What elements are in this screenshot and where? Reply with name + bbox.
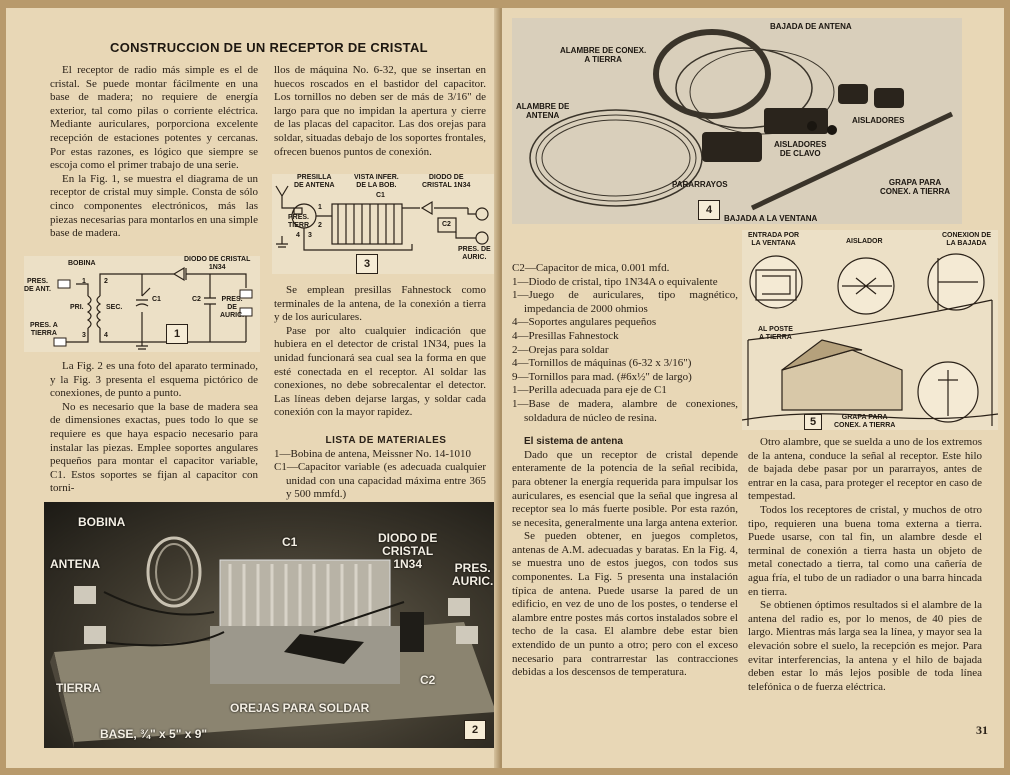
antenna-heading: El sistema de antena bbox=[524, 436, 623, 448]
label-pres-auric: PRES. DE AURIC. bbox=[220, 296, 245, 319]
left-page bbox=[6, 8, 501, 768]
materials-list bbox=[274, 448, 486, 502]
page-number: 31 bbox=[976, 723, 988, 737]
paragraph: Todos los receptores de cristal, y muchos de otro tipo, requieren una buena toma externa a tierra. Puede usarse, con tal fin, un alambre desde el terminal de conexión a tierra hasta un objeto de metal conectado a tierra, tal como una cañería de agua fría, el tubo de un radiador o una barra hincada en tierra. bbox=[748, 503, 982, 598]
list-item: 4—Tornillos de máquinas (6-32 x 3/16") bbox=[512, 357, 692, 370]
paragraph: Otro alambre, que se suelda a uno de los extremos de la antena, conduce la señal al receptor. Este hilo de bajada debe pasar por un pararrayos, antes de entrar en la casa, para proteger el receptor en caso de tempestad. bbox=[748, 436, 982, 503]
paragraph: Se emplean presillas Fahnestock como terminales de la antena, de la conexión a tierra y de los auriculares. bbox=[274, 284, 486, 324]
fig3-number: 3 bbox=[356, 254, 378, 274]
list-item: 1—Base de madera, alambre de conexiones, soldadura de núcleo de resina. bbox=[512, 397, 738, 424]
label-c2: C2 bbox=[192, 296, 201, 303]
label-sec: SEC. bbox=[106, 304, 123, 311]
left-col1-text bbox=[50, 64, 258, 241]
list-item: 1—Bobina de antena, Meissner No. 14-1010 bbox=[274, 447, 472, 460]
fig1-number: 1 bbox=[166, 324, 188, 344]
label-presilla-antena: PRESILLA DE ANTENA bbox=[294, 174, 335, 189]
label-tierra: TIERRA bbox=[56, 681, 101, 695]
article-title: CONSTRUCCION DE UN RECEPTOR DE CRISTAL bbox=[110, 40, 428, 55]
label-pres-auric: PRES. DE AURIC. bbox=[458, 246, 491, 261]
materials-list-continued bbox=[512, 262, 738, 680]
paragraph: El receptor de radio más simple es el de cristal. Se puede montar fácilmente en una base de madera; no requiere de energía exterior, tal como pilas o corriente eléctrica. Mediante auriculares, porporciona excelente recepción de estaciones potentes y cercanas. Por estas razones, es lógico que siempre se escoja como el primer trabajo de una serie. bbox=[50, 64, 258, 172]
label-terminal-3: 3 bbox=[82, 332, 86, 339]
fig4-number: 4 bbox=[698, 200, 720, 220]
list-item: 1—Perilla adecuada para eje de C1 bbox=[512, 384, 667, 397]
label-terminal-4: 4 bbox=[296, 232, 300, 239]
fig3-pictorial bbox=[272, 174, 494, 274]
label-pres-tierr: PRES. TIERR bbox=[288, 214, 310, 229]
paragraph: llos de máquina No. 6-32, que se insertan en huecos roscados en el bastidor del capacitor. Los tornillos no deben ser de más de 3/16" de largo para que no impidan la apertura y cierre de las placas del capacitor. Las dos orejas para soldar, situadas debajo de los soportes frontales, ofrecen buenos puntos de conexión. bbox=[274, 64, 486, 158]
label-pres-tierra: PRES. A TIERRA bbox=[30, 322, 58, 337]
list-item: 9—Tornillos para mad. (#6x½" de largo) bbox=[512, 370, 692, 383]
label-c1: C1 bbox=[376, 192, 385, 199]
paragraph: Pase por alto cualquier indicación que hubiera en el detector de cristal 1N34, pues la unidad funcionará sea cual sea la forma en que esté conectada en el receptor. Al soldar las conexiones, no debe sobrecalentar el detector. Las líneas deben dejarse largas, y soldar cada conexión con la mayor rapidez. bbox=[274, 324, 486, 419]
paragraph: Se pueden obtener, en juegos completos, antenas de A.M. adecuadas y baratas. En la Fig. 4, se muestra uno de estos juegos, con todos sus componentes. La Fig. 5 presenta una instalación típica de antena. Puede usarse la pared de un edificio, en vez de uno de los postes, o tenderse el alambre entre postes más cortos instalados sobre el techo de la casa. El alambre debe estar bien extendido de un punto a otro; pero con el exceso necesario para contrarrestar las contracciones debidas a los descensos de temperatura. bbox=[512, 530, 738, 679]
label-aislador: AISLADOR bbox=[846, 238, 883, 245]
label-aisladores: AISLADORES bbox=[852, 116, 905, 125]
paragraph: En la Fig. 1, se muestra el diagrama de un receptor de cristal muy simple. Consta de sólo cinco componentes electrónicos, más las piezas necesarias para montarlos en una simple base de madera. bbox=[50, 172, 258, 240]
label-antena: ANTENA bbox=[50, 557, 100, 571]
label-poste: AL POSTE A TIERRA bbox=[758, 326, 793, 341]
paragraph: Dado que un receptor de cristal depende enteramente de la potencia de la señal recibida, para obtener la energía requerida para impulsar los auriculares, es esencial que la señal que ingresa al receptor sea lo más fuerte posible. Por esta razón, se necesita, generalmente una larga antena exterior. bbox=[512, 448, 738, 529]
label-c2: C2 bbox=[442, 221, 451, 228]
label-bobina: BOBINA bbox=[68, 260, 96, 267]
label-vista-bobina: VISTA INFER. DE LA BOB. bbox=[354, 174, 399, 189]
list-item: 1—Diodo de cristal, tipo 1N34A o equivalente bbox=[512, 275, 718, 288]
label-c1: C1 bbox=[152, 296, 161, 303]
label-entrada: ENTRADA POR LA VENTANA bbox=[748, 232, 800, 247]
label-grapa: GRAPA PARA CONEX. A TIERRA bbox=[880, 178, 951, 196]
label-terminal-1: 1 bbox=[318, 204, 322, 211]
fig2-photo bbox=[44, 502, 496, 748]
label-c2: C2 bbox=[420, 673, 436, 687]
list-item: 4—Soportes angulares pequeños bbox=[512, 316, 657, 329]
materials-list bbox=[512, 262, 738, 425]
label-orejas: OREJAS PARA SOLDAR bbox=[230, 701, 370, 715]
label-bajada-ventana: BAJADA A LA VENTANA bbox=[724, 214, 818, 223]
label-alambre-antena: ALAMBRE DE ANTENA bbox=[516, 102, 570, 120]
fig5-number: 5 bbox=[804, 414, 822, 430]
paragraph: Se obtienen óptimos resultados si el alambre de la antena del radio es, por lo menos, de 40 pies de largo. Mientras más larga sea la línea, y mayor sea la elevación sobre el suelo, la recepción es mejor. Para evitar interferencias, la antena y el hilo de bajada deben estar lo más lejos posible de toda línea telefónica o de fuerza eléctrica. bbox=[748, 599, 982, 693]
label-bajada-antena: BAJADA DE ANTENA bbox=[770, 22, 852, 31]
list-item: 1—Juego de auriculares, tipo magnético, impedancia de 2000 ohmios bbox=[512, 289, 738, 315]
label-c1: C1 bbox=[282, 535, 298, 549]
label-alambre-conex: ALAMBRE DE CONEX. A TIERRA bbox=[560, 46, 647, 64]
list-item: 2—Orejas para soldar bbox=[512, 343, 609, 356]
paragraph: No es necesario que la base de madera sea de dimensiones exactas, pues todo lo que se requiere es que haya espacio necesario para instalar las piezas. Emplee soportes angulares pequeños para montar el capacitor variable, C1. Estos soportes se fijan al capacitor con torni- bbox=[50, 400, 258, 495]
left-col1-bottom-text bbox=[50, 360, 258, 496]
label-terminal-3: 3 bbox=[308, 232, 312, 239]
list-item: 4—Presillas Fahnestock bbox=[512, 329, 619, 342]
list-item: C1—Capacitor variable (es adecuada cualquier unidad con una capacidad máxima entre 365 y 500 mmfd.) bbox=[274, 461, 486, 501]
label-terminal-2: 2 bbox=[104, 278, 108, 285]
label-terminal-4: 4 bbox=[104, 332, 108, 339]
left-col2-bottom-text bbox=[274, 284, 486, 502]
label-bobina: BOBINA bbox=[78, 515, 126, 529]
right-col2-text bbox=[748, 436, 982, 694]
label-conexion: CONEXION DE LA BAJADA bbox=[942, 232, 992, 247]
label-pri: PRI. bbox=[70, 304, 84, 311]
left-col2-text bbox=[274, 64, 486, 159]
fig5-illustration bbox=[742, 230, 998, 430]
label-pararrayos: PARARRAYOS bbox=[672, 180, 728, 189]
label-base: BASE, ¾" x 5" x 9" bbox=[100, 727, 208, 741]
label-pres-auric: PRES. AURIC. bbox=[452, 561, 494, 588]
materials-heading: LISTA DE MATERIALES bbox=[325, 434, 447, 446]
label-diodo: DIODO DE CRISTAL 1N34 bbox=[378, 531, 438, 571]
label-grapa: GRAPA PARA CONEX. A TIERRA bbox=[834, 414, 896, 429]
list-item: C2—Capacitor de mica, 0.001 mfd. bbox=[512, 262, 670, 274]
label-diodo: DIODO DE CRISTAL 1N34 bbox=[184, 256, 251, 271]
fig1-schematic bbox=[24, 256, 260, 352]
label-terminal-2: 2 bbox=[318, 222, 322, 229]
fig4-photo bbox=[512, 18, 962, 224]
label-diodo: DIODO DE CRISTAL 1N34 bbox=[422, 174, 471, 189]
right-page bbox=[502, 8, 1004, 768]
paragraph: La Fig. 2 es una foto del aparato terminado, y la Fig. 3 presenta el esquema pictórico de conexiones, de punto a punto. bbox=[50, 360, 258, 400]
label-pres-ant: PRES. DE ANT. bbox=[24, 278, 51, 293]
label-terminal-1: 1 bbox=[82, 278, 86, 285]
label-aisladores-clavo: AISLADORES DE CLAVO bbox=[774, 140, 827, 158]
fig2-number: 2 bbox=[464, 720, 486, 740]
